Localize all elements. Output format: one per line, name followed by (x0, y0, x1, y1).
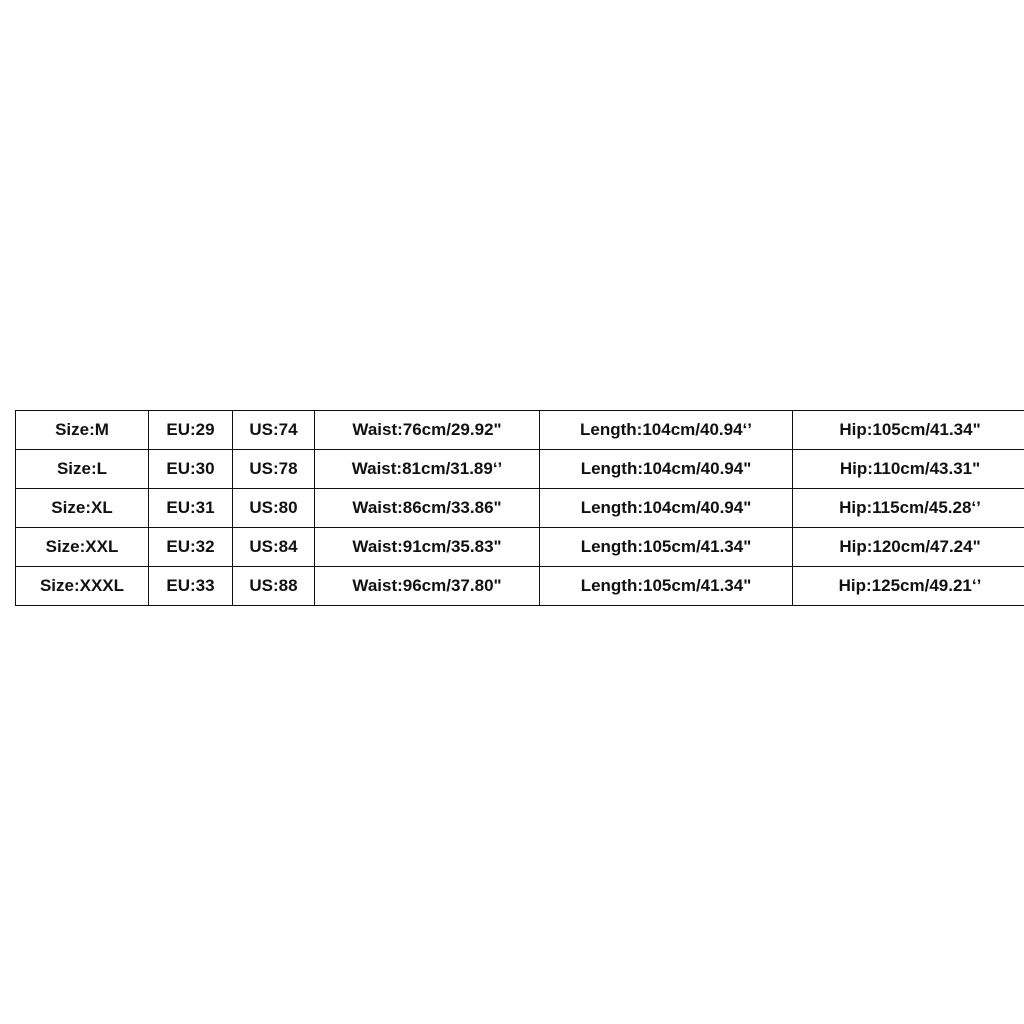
waist-cell: Waist:81cm/31.89‘’ (315, 450, 540, 489)
hip-cell: Hip:105cm/41.34" (793, 411, 1024, 450)
size-cell: Size:XL (16, 489, 149, 528)
waist-cell: Waist:91cm/35.83" (315, 528, 540, 567)
eu-size-cell: EU:31 (149, 489, 233, 528)
size-chart-table (15, 410, 1024, 606)
length-cell: Length:105cm/41.34" (540, 528, 793, 567)
us-size-cell: US:78 (233, 450, 315, 489)
eu-size-cell: EU:29 (149, 411, 233, 450)
table-row (16, 411, 1024, 450)
waist-cell: Waist:96cm/37.80" (315, 567, 540, 606)
us-size-cell: US:80 (233, 489, 315, 528)
eu-size-cell: EU:30 (149, 450, 233, 489)
length-cell: Length:104cm/40.94" (540, 489, 793, 528)
size-cell: Size:M (16, 411, 149, 450)
us-size-cell: US:88 (233, 567, 315, 606)
eu-size-cell: EU:32 (149, 528, 233, 567)
hip-cell: Hip:115cm/45.28‘’ (793, 489, 1024, 528)
hip-cell: Hip:125cm/49.21‘’ (793, 567, 1024, 606)
us-size-cell: US:74 (233, 411, 315, 450)
table-row (16, 489, 1024, 528)
eu-size-cell: EU:33 (149, 567, 233, 606)
waist-cell: Waist:76cm/29.92" (315, 411, 540, 450)
size-cell: Size:XXXL (16, 567, 149, 606)
length-cell: Length:104cm/40.94" (540, 450, 793, 489)
length-cell: Length:104cm/40.94‘’ (540, 411, 793, 450)
length-cell: Length:105cm/41.34" (540, 567, 793, 606)
size-cell: Size:XXL (16, 528, 149, 567)
hip-cell: Hip:110cm/43.31" (793, 450, 1024, 489)
size-cell: Size:L (16, 450, 149, 489)
waist-cell: Waist:86cm/33.86" (315, 489, 540, 528)
hip-cell: Hip:120cm/47.24" (793, 528, 1024, 567)
table-row (16, 528, 1024, 567)
table-row (16, 567, 1024, 606)
table-row (16, 450, 1024, 489)
us-size-cell: US:84 (233, 528, 315, 567)
